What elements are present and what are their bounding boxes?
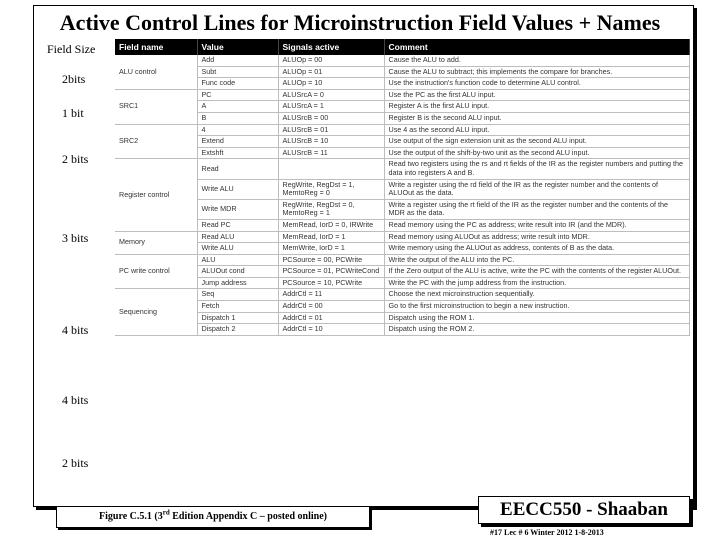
signals-cell: MemRead, IorD = 1 [278,231,384,243]
comment-cell: Read memory using the PC as address; write result into IR (and the MDR). [384,219,689,231]
value-cell: Fetch [197,301,278,313]
table-row [115,199,689,219]
comment-cell: Write a register using the rt field of the IR as the register number and the contents of the MDR as the data. [384,199,689,219]
field-name-cell: Sequencing [115,289,197,335]
comment-cell: Write the output of the ALU into the PC. [384,254,689,266]
value-cell: Read ALU [197,231,278,243]
signals-cell: AddrCtl = 01 [278,312,384,324]
signals-cell: ALUSrcB = 11 [278,147,384,159]
comment-cell: Dispatch using the ROM 2. [384,324,689,336]
table-row [115,147,689,159]
signals-cell: MemRead, IorD = 0, IRWrite [278,219,384,231]
field-name-cell: SRC2 [115,124,197,159]
table-row [115,179,689,199]
comment-cell: Write the PC with the jump address from the instruction. [384,277,689,289]
comment-cell: Use the PC as the first ALU input. [384,89,689,101]
value-cell: Jump address [197,277,278,289]
field-size-pc-write-control: 4 bits [62,393,89,407]
header-comment: Comment [384,39,689,55]
table-row [115,243,689,255]
table-row [115,136,689,148]
header-value: Value [197,39,278,55]
signals-cell: ALUOp = 01 [278,66,384,78]
comment-cell: Use the output of the shift-by-two unit as the second ALU input. [384,147,689,159]
comment-cell: Write memory using the ALUOut as address, contents of B as the data. [384,243,689,255]
comment-cell: Read memory using ALUOut as address; write result into MDR. [384,231,689,243]
table-row [115,277,689,289]
figure-caption [56,506,370,528]
signals-cell: PCSource = 01, PCWriteCond [278,266,384,278]
value-cell: PC [197,89,278,101]
value-cell: Read [197,159,278,179]
table-row [115,301,689,313]
slide-title: Active Control Lines for Microinstruction Field Values + Names [59,10,661,35]
field-name-cell: SRC1 [115,89,197,124]
table-row [115,254,689,266]
comment-cell: If the Zero output of the ALU is active, write the PC with the contents of the register ALUOut. [384,266,689,278]
field-size-register-control: 3 bits [62,231,89,245]
comment-cell: Cause the ALU to add. [384,55,689,66]
field-name-cell: PC write control [115,254,197,289]
signals-cell: ALUSrcA = 1 [278,101,384,113]
caption-text-after: Edition Appendix C – posted online) [169,511,327,522]
field-size-alu-control: 2bits [62,72,86,86]
field-size-sequencing: 2 bits [62,456,89,470]
signals-cell: AddrCtl = 00 [278,301,384,313]
course-brand-box: EECC550 - Shaaban [478,496,690,524]
table-row [115,312,689,324]
table-row [115,324,689,336]
signals-cell: ALUSrcB = 01 [278,124,384,136]
value-cell: Subt [197,66,278,78]
signals-cell: AddrCtl = 10 [278,324,384,336]
signals-cell: ALUSrcA = 0 [278,89,384,101]
field-size-src2: 2 bits [62,152,89,166]
caption-text-before: Figure C.5.1 (3 [99,511,163,522]
value-cell: ALUOut cond [197,266,278,278]
signals-cell: ALUOp = 00 [278,55,384,66]
comment-cell: Write a register using the rd field of the IR as the register number and the contents of ALUOut as the data. [384,179,689,199]
value-cell: Extshft [197,147,278,159]
comment-cell: Read two registers using the rs and rt fields of the IR as the register numbers and putting the data into registers A and B. [384,159,689,179]
value-cell: ALU [197,254,278,266]
signals-cell [278,159,384,179]
table-row [115,266,689,278]
value-cell: Seq [197,289,278,301]
value-cell: Write MDR [197,199,278,219]
value-cell: Func code [197,78,278,90]
value-cell: Write ALU [197,179,278,199]
value-cell: Read PC [197,219,278,231]
header-signals-active: Signals active [278,39,384,55]
signals-cell: PCSource = 10, PCWrite [278,277,384,289]
table-row [115,231,689,243]
value-cell: A [197,101,278,113]
comment-cell: Use 4 as the second ALU input. [384,124,689,136]
slide-footer: #17 Lec # 6 Winter 2012 1-8-2013 [490,528,604,537]
comment-cell: Go to the first microinstruction to begin a new instruction. [384,301,689,313]
field-name-cell: Register control [115,159,197,231]
field-name-cell: Memory [115,231,197,254]
comment-cell: Register A is the first ALU input. [384,101,689,113]
microinstruction-table-wrapper [115,39,689,336]
signals-cell: ALUOp = 10 [278,78,384,90]
table-row [115,89,689,101]
table-row [115,124,689,136]
signals-cell: ALUSrcB = 10 [278,136,384,148]
field-name-cell: ALU control [115,55,197,89]
value-cell: Dispatch 1 [197,312,278,324]
table-row [115,112,689,124]
comment-cell: Cause the ALU to subtract; this implements the compare for branches. [384,66,689,78]
table-row [115,289,689,301]
signals-cell: RegWrite, RegDst = 0, MemtoReg = 1 [278,199,384,219]
comment-cell: Register B is the second ALU input. [384,112,689,124]
comment-cell: Dispatch using the ROM 1. [384,312,689,324]
value-cell: Extend [197,136,278,148]
table-header-row [115,39,689,55]
signals-cell: AddrCtl = 11 [278,289,384,301]
value-cell: 4 [197,124,278,136]
value-cell: Dispatch 2 [197,324,278,336]
signals-cell: RegWrite, RegDst = 1, MemtoReg = 0 [278,179,384,199]
value-cell: Add [197,55,278,66]
table-row [115,78,689,90]
comment-cell: Choose the next microinstruction sequentially. [384,289,689,301]
table-row [115,101,689,113]
header-field-name: Field name [115,39,197,55]
field-size-memory: 4 bits [62,323,89,337]
comment-cell: Use the instruction's function code to determine ALU control. [384,78,689,90]
signals-cell: PCSource = 00, PCWrite [278,254,384,266]
value-cell: Write ALU [197,243,278,255]
table-row [115,66,689,78]
table-row [115,219,689,231]
table-row [115,55,689,66]
table-row [115,159,689,179]
comment-cell: Use output of the sign extension unit as the second ALU input. [384,136,689,148]
field-size-header: Field Size [47,42,96,56]
signals-cell: MemWrite, IorD = 1 [278,243,384,255]
caption-superscript: rd [162,508,170,517]
microinstruction-table [115,39,690,336]
field-size-src1: 1 bit [62,106,84,120]
value-cell: B [197,112,278,124]
signals-cell: ALUSrcB = 00 [278,112,384,124]
